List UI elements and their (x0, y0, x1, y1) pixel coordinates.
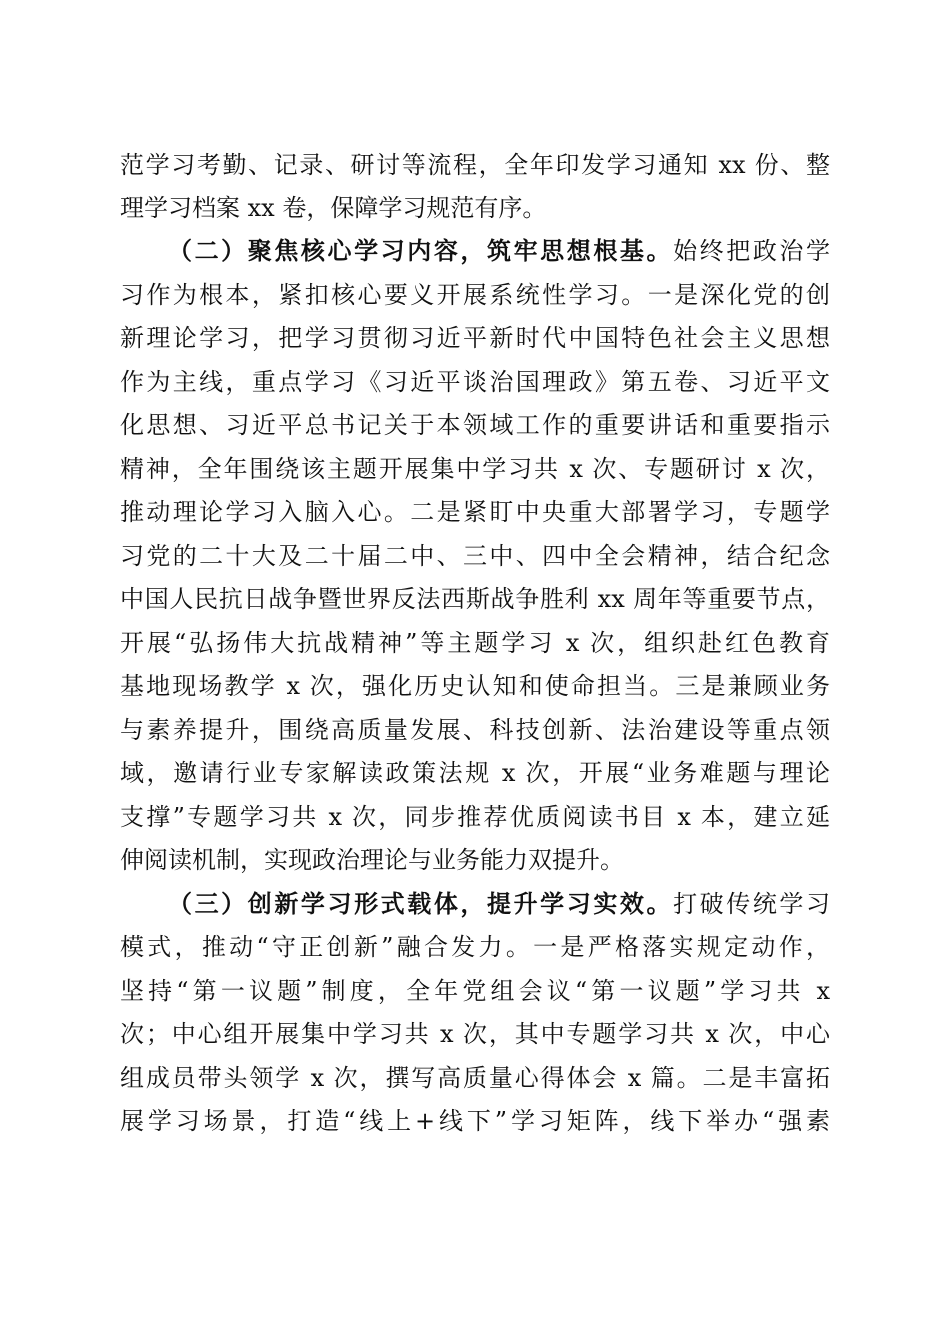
text-line: 中国人民抗日战争暨世界反法西斯战争胜利 xx 周年等重要节点， (120, 585, 830, 613)
text-line: 新理论学习，把学习贯彻习近平新时代中国特色社会主义思想 (120, 324, 830, 352)
text-line: 推动理论学习入脑入心。二是紧盯中央重大部署学习，专题学 (120, 498, 830, 526)
text-line: 习党的二十大及二十届二中、三中、四中全会精神，结合纪念 (120, 542, 830, 570)
section-heading-line (168, 231, 830, 271)
text-run: 打破传统学习 (673, 890, 831, 918)
text-line: 理学习档案 xx 卷，保障学习规范有序。 (120, 194, 547, 222)
section-heading: （二）聚焦核心学习内容，筑牢思想根基。 (168, 236, 674, 265)
text-line: 化思想、习近平总书记关于本领域工作的重要讲话和重要指示 (120, 411, 830, 439)
text-line: 域，邀请行业专家解读政策法规 x 次，开展“业务难题与理论 (120, 759, 830, 787)
text-line: 支撑”专题学习共 x 次，同步推荐优质阅读书目 x 本，建立延 (120, 803, 830, 831)
text-line: 坚持“第一议题”制度，全年党组会议“第一议题”学习共 x (120, 977, 830, 1005)
text-line: 次；中心组开展集中学习共 x 次，其中专题学习共 x 次，中心 (120, 1020, 830, 1048)
section-heading-line (168, 884, 830, 924)
text-line: 习作为根本，紧扣核心要义开展系统性学习。一是深化党的创 (120, 281, 830, 309)
text-line: 精神，全年围绕该主题开展集中学习共 x 次、专题研讨 x 次， (120, 455, 830, 483)
text-line: 开展“弘扬伟大抗战精神”等主题学习 x 次，组织赴红色教育 (120, 629, 830, 657)
text-line: 范学习考勤、记录、研讨等流程，全年印发学习通知 xx 份、整 (120, 151, 830, 179)
text-line: 组成员带头领学 x 次，撰写高质量心得体会 x 篇。二是丰富拓 (120, 1064, 830, 1092)
text-run: 始终把政治学 (673, 237, 831, 265)
text-line: 伸阅读机制，实现政治理论与业务能力双提升。 (120, 846, 624, 874)
text-line: 与素养提升，围绕高质量发展、科技创新、法治建设等重点领 (120, 716, 830, 744)
section-heading: （三）创新学习形式载体，提升学习实效。 (168, 889, 674, 918)
text-line: 作为主线，重点学习《习近平谈治国理政》第五卷、习近平文 (120, 368, 830, 396)
text-line: 模式，推动“守正创新”融合发力。一是严格落实规定动作， (120, 933, 830, 961)
text-line: 展学习场景，打造“线上+线下”学习矩阵，线下举办“强素 (120, 1107, 830, 1135)
text-line: 基地现场教学 x 次，强化历史认知和使命担当。三是兼顾业务 (120, 672, 830, 700)
